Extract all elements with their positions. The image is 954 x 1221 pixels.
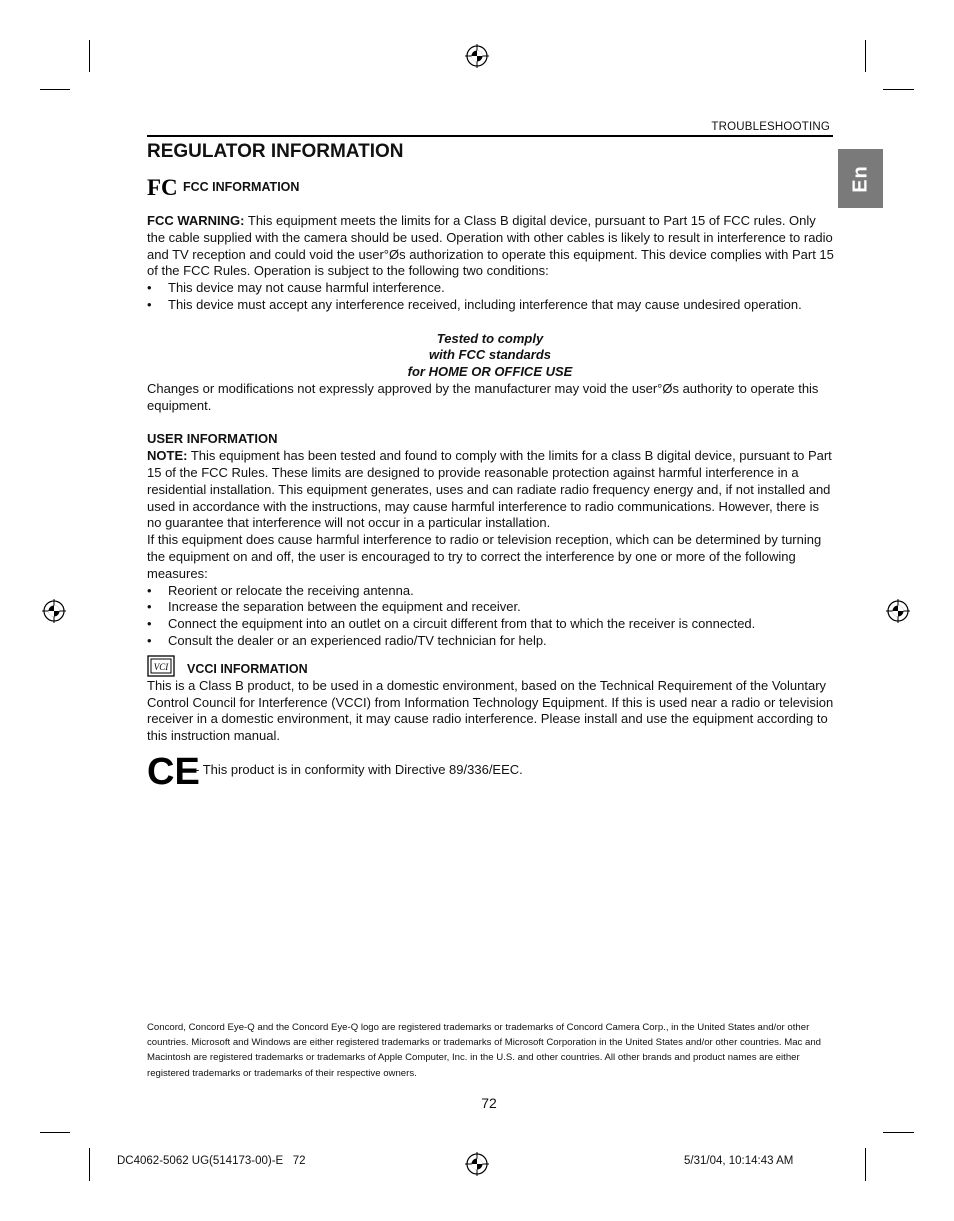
- registration-mark-icon: [465, 44, 489, 68]
- crop-mark: [883, 89, 914, 90]
- ce-mark-text: CE: [147, 750, 200, 793]
- page-number: 72: [481, 1095, 497, 1111]
- ce-text: - This product is in conformity with Directive 89/336/EEC.: [195, 761, 523, 777]
- fcc-warning: [147, 213, 837, 280]
- ce-mark-icon: [147, 750, 200, 793]
- tested-line: for HOME OR OFFICE USE: [407, 364, 573, 380]
- list-item: • This device may not cause harmful interference.: [147, 280, 837, 297]
- page-title: REGULATOR INFORMATION: [147, 141, 404, 162]
- note-label: NOTE:: [147, 448, 188, 464]
- list-item: • Increase the separation between the equipment and receiver.: [147, 599, 837, 616]
- fcc-warning-label: FCC WARNING:: [147, 213, 245, 228]
- registration-mark-icon: [42, 599, 66, 623]
- slug-left: DC4062-5062 UG(514173-00)-E 72: [117, 1155, 306, 1167]
- vcci-text: This is a Class B product, to be used in a domestic environment, based on the Technical Requirement of the Voluntary Control Council for Interference (VCCI) from Information Technology Equipment. If this is used near a radio or television receiver in a domestic environment, it may cause radio interference. Please install and use the equipment according to this instruction manual.: [147, 677, 834, 744]
- tested-line: with FCC standards: [428, 347, 552, 363]
- fcc-conditions-list: [147, 280, 837, 314]
- vcci-logo-icon: [147, 655, 175, 677]
- fcc-logo-text: FC: [147, 175, 178, 200]
- tested-statement: [147, 331, 837, 381]
- crop-mark: [40, 1132, 70, 1133]
- vcci-logo-text: VCI: [153, 661, 169, 672]
- registration-mark-icon: [465, 1152, 489, 1176]
- section-label: TROUBLESHOOTING: [711, 121, 830, 133]
- language-tab-label: En: [849, 164, 871, 193]
- language-tab: [838, 149, 883, 208]
- ce-row: [147, 750, 837, 793]
- measures-list: [147, 583, 837, 650]
- crop-mark: [89, 1148, 90, 1181]
- header-rule: [147, 135, 833, 137]
- changes-text: Changes or modifications not expressly approved by the manufacturer may void the user°Øs authority to operate this equipment.: [147, 380, 819, 413]
- tested-line: Tested to comply: [436, 330, 544, 346]
- trademark-footnote: Concord, Concord Eye-Q and the Concord Eye-Q logo are registered trademarks or trademarks of Concord Camera Corp., in the United States and/or other countries. Microsoft and Windows are either registered trademarks or trademarks of Microsoft Corporation in the United States and/or other countries. Mac and Macintosh are registered trademarks or trademarks of Apple Computer, Inc. in the U.S. and other countries. All other brands and product names are either registered trademarks or trademarks of their respective owners.: [147, 1022, 821, 1079]
- vcci-heading-row: [147, 652, 837, 678]
- list-item: • This device must accept any interference received, including interference that may cause undesired operation.: [147, 297, 837, 314]
- crop-mark: [865, 40, 866, 72]
- crop-mark: [865, 1148, 866, 1181]
- registration-mark-icon: [886, 599, 910, 623]
- fcc-heading-row: [147, 176, 299, 198]
- main-content: [147, 213, 837, 793]
- user-info-heading: USER INFORMATION: [147, 431, 278, 447]
- crop-mark: [89, 40, 90, 72]
- note-text: This equipment has been tested and found to comply with the limits for a class B digital device, pursuant to Part 15 of the FCC Rules. These limits are designed to provide reasonable protection against harmful interference in a residential installation. This equipment generates, uses and can radiate radio frequency energy and, if not installed and used in accordance with the instructions, may cause harmful interference to radio communications. However, there is no guarantee that interference will not occur in a particular installation.: [147, 448, 832, 531]
- crop-mark: [883, 1132, 914, 1133]
- list-item: • Reorient or relocate the receiving antenna.: [147, 583, 837, 600]
- vcci-heading: VCCI INFORMATION: [187, 661, 308, 676]
- user-info-note: [147, 448, 837, 532]
- crop-mark: [40, 89, 70, 90]
- measures-intro: If this equipment does cause harmful interference to radio or television reception, which can be determined by turning the equipment on and off, the user is encouraged to try to correct the interference by one or more of the following measures:: [147, 532, 822, 581]
- fcc-heading: FCC INFORMATION: [183, 180, 300, 194]
- fcc-logo-icon: [147, 176, 179, 198]
- list-item: • Connect the equipment into an outlet on a circuit different from that to which the receiver is connected.: [147, 616, 837, 633]
- fcc-warning-text: This equipment meets the limits for a Class B digital device, pursuant to Part 15 of FCC rules. Only the cable supplied with the camera should be used. Operation with other cables is likely to result in interference to radio and TV reception and could void the user°Øs authorization to operate this equipment. This device complies with Part 15 of the FCC Rules. Operation is subject to the following two conditions:: [147, 213, 834, 279]
- list-item: • Consult the dealer or an experienced radio/TV technician for help.: [147, 633, 837, 650]
- slug-right: 5/31/04, 10:14:43 AM: [684, 1155, 794, 1167]
